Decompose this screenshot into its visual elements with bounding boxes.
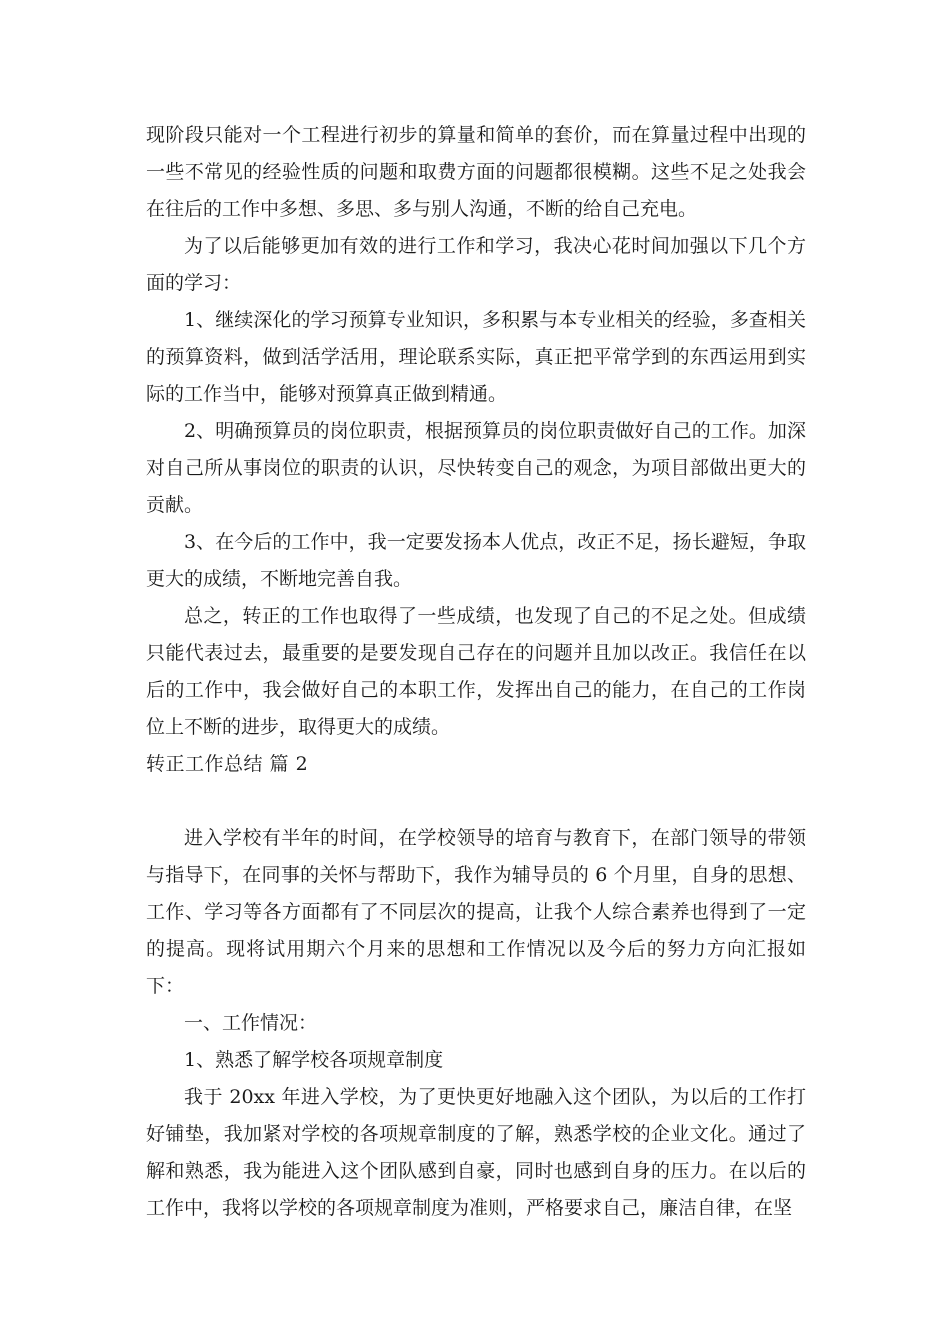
section-spacer (146, 783, 806, 820)
section-title: 转正工作总结 篇 2 (146, 753, 309, 775)
list-item: 2、明确预算员的岗位职责，根据预算员的岗位职责做好自己的工作。加深对自己所从事岗位的职责的认识，尽快转变自己的观念，为项目部做出更大的贡献。 (146, 420, 806, 516)
subheading: 1、熟悉了解学校各项规章制度 (184, 1049, 444, 1071)
paragraph: 为了以后能够更加有效的进行工作和学习，我决心花时间加强以下几个方面的学习： (146, 235, 806, 294)
paragraph: 总之，转正的工作也取得了一些成绩，也发现了自己的不足之处。但成绩只能代表过去，最重要的是要发现自己存在的问题并且加以改正。我信任在以后的工作中，我会做好自己的本职工作，发挥出自己的能力，在自己的工作岗位上不断的进步，取得更大的成绩。 (146, 605, 806, 738)
list-item: 3、在今后的工作中，我一定要发扬本人优点，改正不足，扬长避短，争取更大的成绩，不断地完善自我。 (146, 531, 806, 590)
document-body (146, 117, 806, 1227)
list-item: 1、继续深化的学习预算专业知识，多积累与本专业相关的经验，多查相关的预算资料，做到活学活用，理论联系实际，真正把平常学到的东西运用到实际的工作当中，能够对预算真正做到精通。 (146, 309, 806, 405)
subheading: 一、工作情况： (184, 1012, 318, 1034)
paragraph: 现阶段只能对一个工程进行初步的算量和简单的套价，而在算量过程中出现的一些不常见的经验性质的问题和取费方面的问题都很模糊。这些不足之处我会在往后的工作中多想、多思、多与别人沟通，不断的给自己充电。 (146, 124, 806, 220)
paragraph: 进入学校有半年的时间，在学校领导的培育与教育下，在部门领导的带领与指导下，在同事的关怀与帮助下，我作为辅导员的 6 个月里，自身的思想、工作、学习等各方面都有了不同层次的提高，让我个人综合素养也得到了一定的提高。现将试用期六个月来的思想和工作情况以及今后的努力方向汇报如下： (146, 827, 806, 997)
paragraph: 我于 20xx 年进入学校，为了更快更好地融入这个团队，为以后的工作打好铺垫，我加紧对学校的各项规章制度的了解，熟悉学校的企业文化。通过了解和熟悉，我为能进入这个团队感到自豪，同时也感到自身的压力。在以后的工作中，我将以学校的各项规章制度为准则，严格要求自己，廉洁自律，在坚 (146, 1086, 806, 1219)
